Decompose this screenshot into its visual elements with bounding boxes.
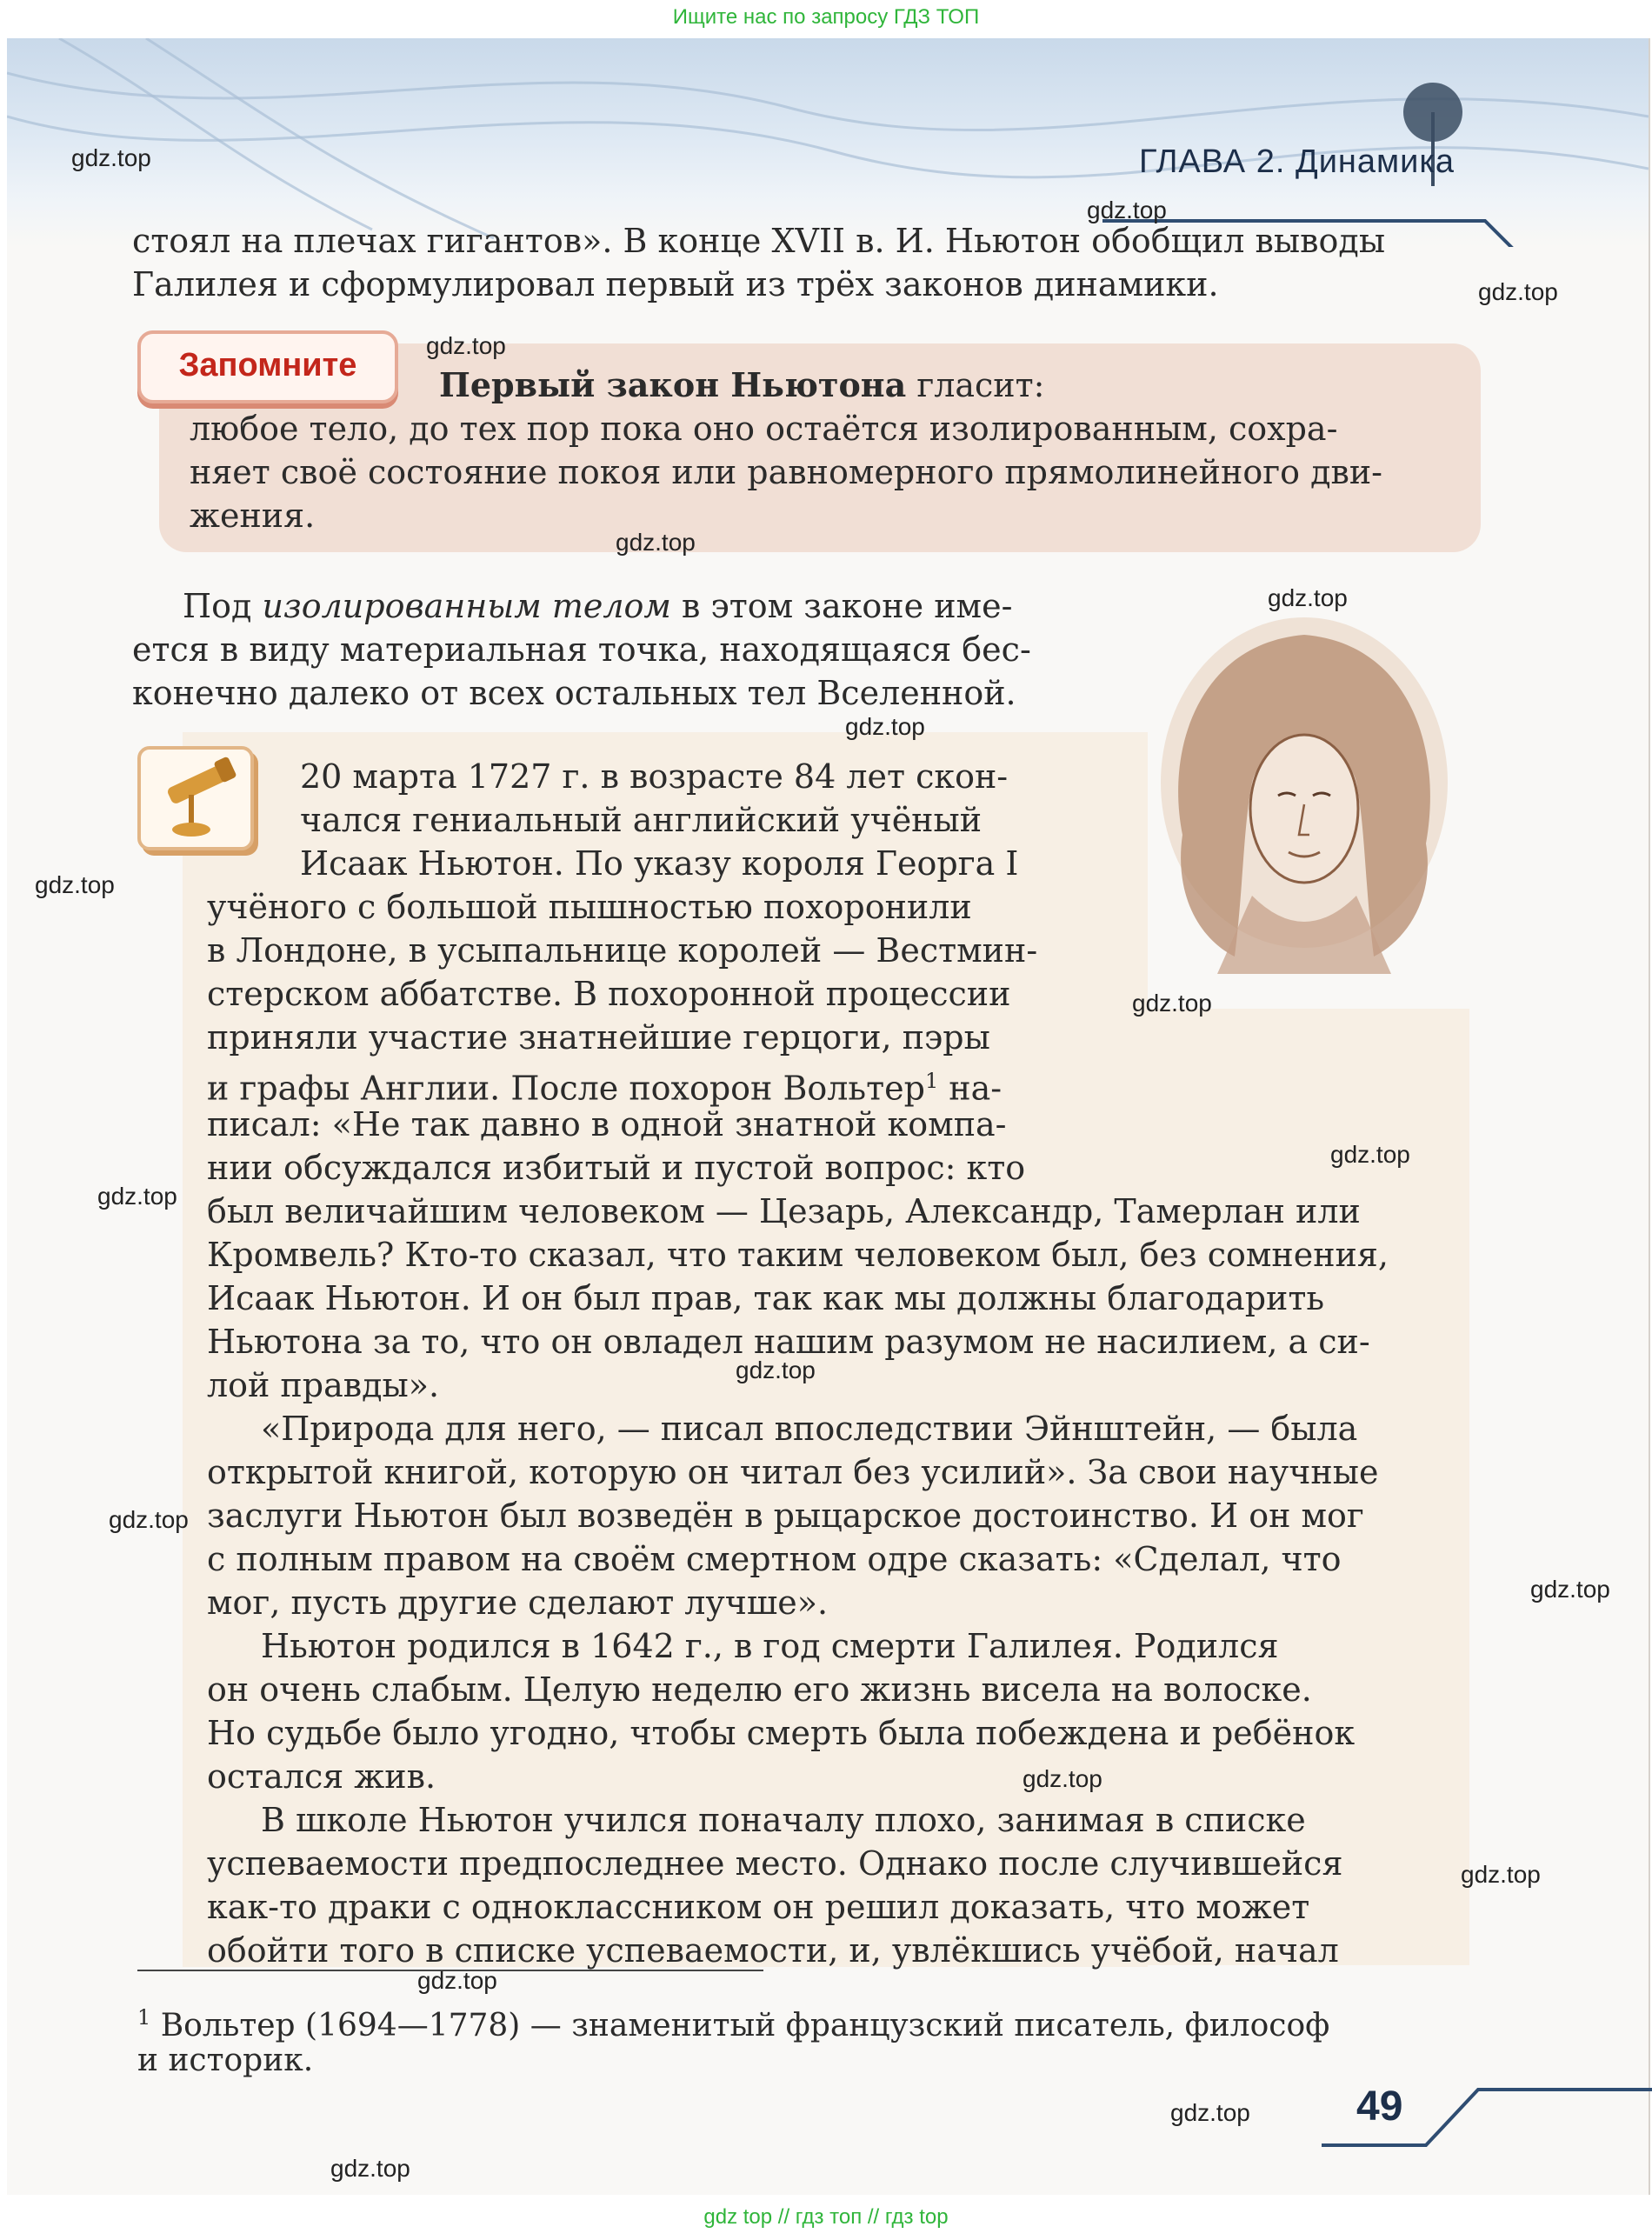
watermark: gdz.top [845,713,925,740]
watermark: gdz.top [97,1183,177,1210]
footnote-line-1 [137,1996,1329,2048]
bio-wide-line-11: Ньютон родился в 1642 г., в год смерти Галилея. Родился [261,1627,1279,1665]
law-line-3: жения. [190,497,316,535]
bio-wide-line-13: Но судьбе было угодно, чтобы смерть была побеждена и ребёнок [207,1714,1356,1752]
footnote-ref[interactable]: 1 [924,1069,939,1093]
header-decoration [7,38,1649,247]
footnote-line-2: и историк. [137,2043,314,2078]
isolated-suffix: в этом законе име- [670,587,1013,625]
bio-wide-line-7: открытой книгой, которую он читал без усилий». За свои научные [207,1453,1379,1491]
watermark: gdz.top [1132,990,1212,1017]
watermark: gdz.top [1087,197,1167,223]
watermark: gdz.top [1530,1576,1610,1603]
top-banner[interactable]: Ищите нас по запросу ГДЗ ТОП [672,5,980,29]
bio-line-10: нии обсуждался избитый и пустой вопрос: кто [207,1149,1026,1187]
isolated-term: изолированным телом [262,587,671,625]
law-line-1: любое тело, до тех пор пока оно остаётся изолированным, сохра- [190,410,1338,448]
watermark: gdz.top [1268,584,1348,611]
header-band [7,38,1649,247]
intro-line-1: стоял на плечах гигантов». В конце XVII в. И. Ньютон обобщил выводы [132,222,1386,260]
bio-wide-line-18: обойти того в списке успеваемости, и, увлёкшись учёбой, начал [207,1931,1339,1970]
bio-line-5: в Лондоне, в усыпальнице королей — Вестмин- [207,931,1038,970]
watermark: gdz.top [330,2155,410,2182]
watermark: gdz.top [1478,278,1558,305]
bio-line-8-text: и графы Англии. После похорон Вольтер [207,1069,925,1108]
newton-portrait [1148,609,1461,991]
bio-line-8-tail: на- [938,1069,1003,1108]
bio-wide-line-15: В школе Ньютон учился поначалу плохо, занимая в списке [261,1801,1306,1839]
footnote-text: Вольтер (1694—1778) — знаменитый французский писатель, философ [150,2008,1330,2043]
law-verb: гласит: [906,366,1045,404]
watermark: gdz.top [71,144,151,171]
bio-wide-line-9: с полным правом на своём смертном одре сказать: «Сделал, что [207,1540,1342,1578]
bio-wide-line-3: Исаак Ньютон. И он был прав, так как мы должны благодарить [207,1279,1325,1317]
bio-line-6: стерском аббатстве. В похоронной процессии [207,975,1011,1013]
bio-wide-line-17: как-то драки с одноклассником он решил доказать, что может [207,1888,1310,1926]
bio-wide-line-4: Ньютона за то, что он овладел нашим разумом не насилием, а си- [207,1323,1370,1361]
bio-wide-line-12: он очень слабым. Целую неделю его жизнь висела на волоске. [207,1670,1312,1709]
bio-wide-line-1: был величайшим человеком — Цезарь, Александр, Тамерлан или [207,1192,1361,1230]
telescope-icon [137,746,254,850]
watermark: gdz.top [417,1967,497,1994]
watermark: gdz.top [736,1357,816,1383]
page-number: 49 [1356,2083,1403,2130]
watermark: gdz.top [1330,1141,1410,1168]
bio-wide-line-14: остался жив. [207,1757,436,1796]
remember-badge: Запомните [137,330,398,403]
bio-line-3: Исаак Ньютон. По указу короля Георга I [300,844,1019,883]
bio-wide-line-6: «Природа для него, — писал впоследствии Эйнштейн, — была [261,1410,1358,1448]
bio-wide-line-2: Кромвель? Кто-то сказал, что таким человеком был, без сомнения, [207,1236,1389,1274]
intro-line-2: Галилея и сформулировал первый из трёх законов динамики. [132,265,1219,303]
watermark: gdz.top [616,529,696,556]
bio-line-1: 20 марта 1727 г. в возрасте 84 лет скон- [300,757,1009,796]
watermark: gdz.top [1023,1765,1102,1792]
law-line-2: няет своё состояние покоя или равномерного прямолинейного дви- [190,453,1383,491]
watermark: gdz.top [426,332,506,359]
bio-line-9: писал: «Не так давно в одной знатной компа- [207,1105,1007,1143]
bio-wide-line-8: заслуги Ньютон был возведён в рыцарское достоинство. И он мог [207,1497,1364,1535]
isolated-prefix: Под [183,587,263,625]
bottom-banner[interactable]: gdz top // гдз топ // гдз top [703,2205,949,2229]
isolated-line-1 [183,584,1012,628]
bio-line-7: приняли участие знатнейшие герцоги, пэры [207,1018,990,1057]
isolated-line-3: конечно далеко от всех остальных тел Вселенной. [132,674,1016,712]
watermark: gdz.top [1170,2099,1250,2126]
bio-line-2: чался гениальный английский учёный [300,801,983,839]
isolated-line-2: ется в виду материальная точка, находящаяся бес- [132,630,1031,669]
bio-wide-line-10: мог, пусть другие сделают лучше». [207,1583,829,1622]
chapter-title: ГЛАВА 2. Динамика [1139,143,1455,180]
footnote-marker: 1 [137,2005,151,2030]
bio-wide-line-5: лой правды». [207,1366,440,1404]
bio-wide-line-16: успеваемости предпоследнее место. Однако после случившейся [207,1844,1343,1883]
bio-line-4: учёного с большой пышностью похоронили [207,888,972,926]
law-heading [439,363,1044,407]
watermark: gdz.top [109,1506,189,1533]
watermark: gdz.top [35,871,115,898]
watermark: gdz.top [1461,1861,1541,1888]
law-name: Первый закон Ньютона [439,365,907,404]
